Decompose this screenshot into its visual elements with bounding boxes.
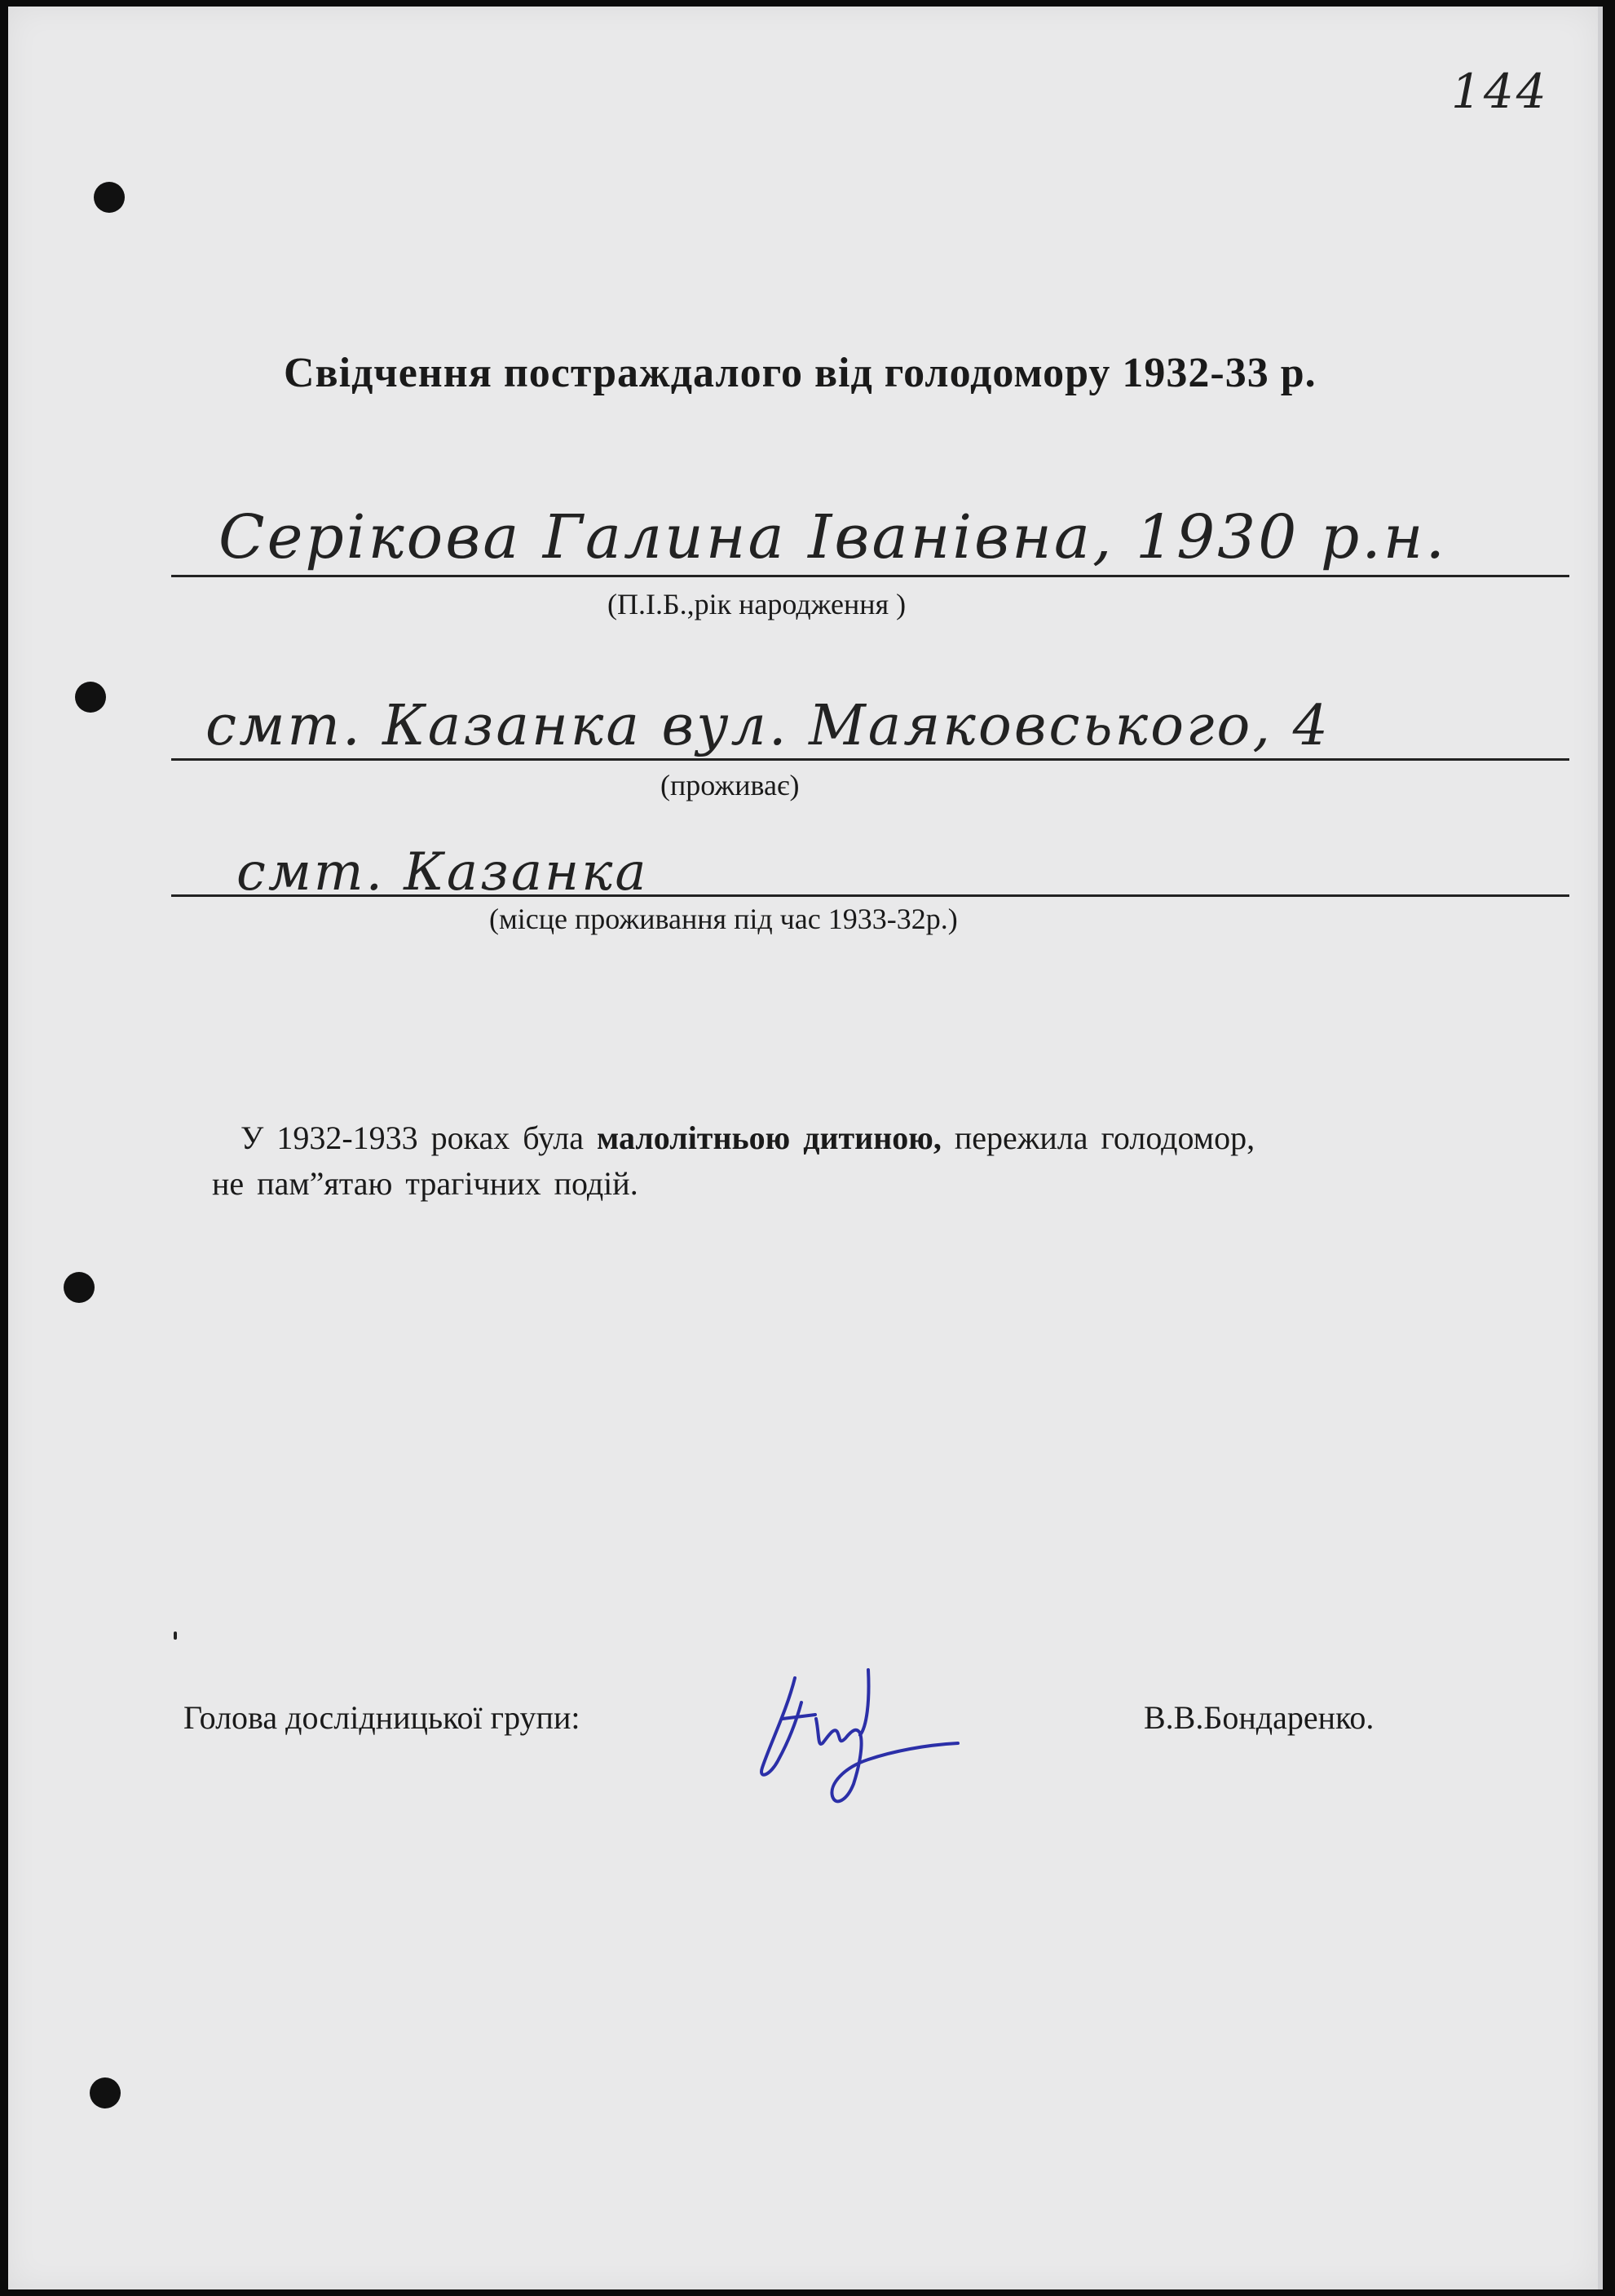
testimony-emphasis: малолітньою дитиною, [597, 1119, 942, 1156]
residence-1933-value: смт. Казанка [236, 842, 649, 903]
punch-hole-3 [64, 1272, 95, 1303]
name-underline [171, 575, 1569, 577]
stray-mark [174, 1631, 177, 1640]
signature-graphic [738, 1654, 966, 1808]
punch-hole-1 [94, 182, 125, 213]
signer-name: В.В.Бондаренко. [1144, 1699, 1375, 1736]
punch-hole-2 [75, 682, 106, 713]
testimony-line-1 [240, 1115, 1561, 1161]
punch-hole-4 [90, 2077, 121, 2108]
residence-1933-caption: (місце проживання під час 1933-32р.) [489, 903, 958, 935]
testimony-text [212, 1115, 1561, 1207]
residence-caption: (проживає) [660, 769, 800, 801]
role-label: Голова дослідницької групи: [183, 1699, 580, 1736]
residence-value: смт. Казанка вул. Маяковського, 4 [205, 694, 1330, 758]
residence-underline [171, 758, 1569, 761]
name-value: Серікова Галина Іванівна, 1930 р.н. [218, 502, 1447, 572]
page-number: 144 [1451, 64, 1549, 119]
testimony-part-1: У 1932-1933 роках була [240, 1119, 598, 1156]
document-page [8, 7, 1603, 2289]
document-title: Свідчення постраждалого від голодомору 1932-33 р. [284, 350, 1317, 396]
testimony-part-2: пережила голодомор, [941, 1119, 1255, 1156]
name-caption: (П.І.Б.,рік народження ) [607, 588, 907, 620]
residence-1933-underline [171, 894, 1569, 897]
signature [738, 1654, 966, 1808]
testimony-line-2: не пам”ятаю трагічних подій. [212, 1165, 638, 1202]
